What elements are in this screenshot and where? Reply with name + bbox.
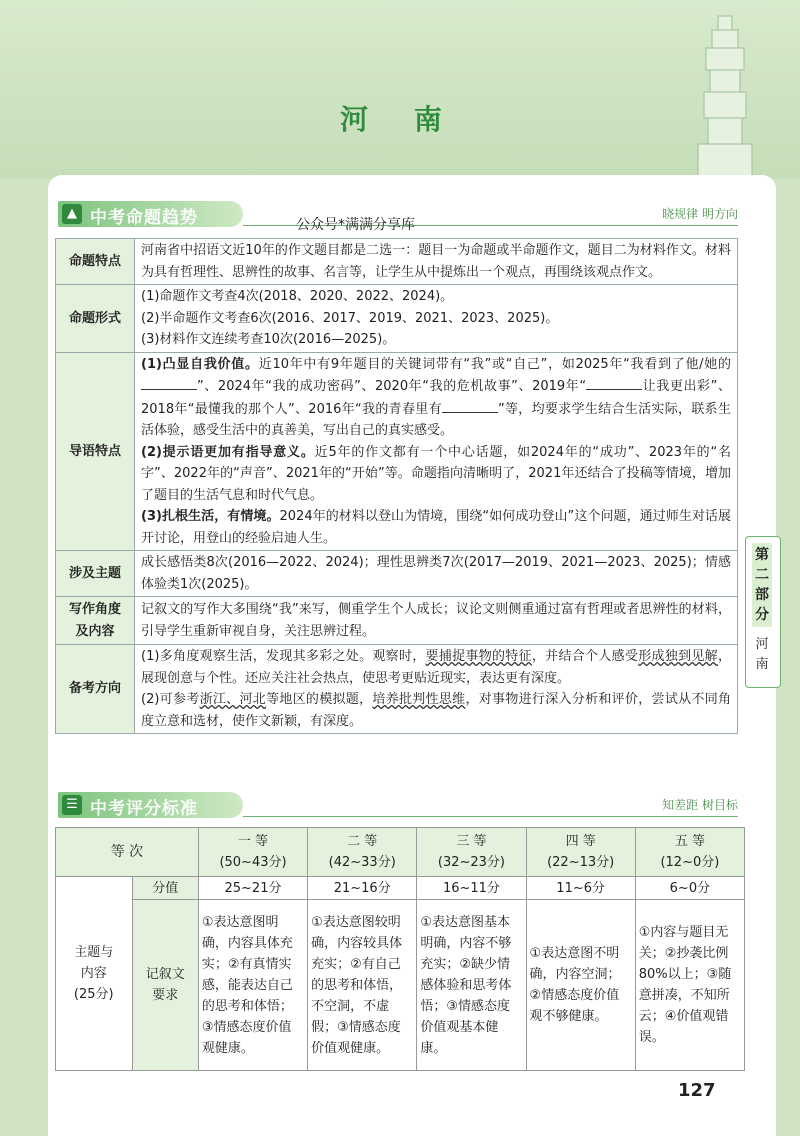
requirement-label bbox=[132, 900, 198, 1071]
requirement-cell: ①表达意图明确，内容具体充实；②有真情实感，能表达自己的思考和体悟；③情感态度价值观健康。 bbox=[198, 900, 307, 1071]
text-span: 让我更出彩”、2018年“最懂我的那个人”、2016年“我的青春里有 bbox=[141, 379, 731, 417]
score-cell: 11~6分 bbox=[526, 877, 635, 900]
text-span: (1)多角度观察生活，发现其多彩之处。观察时， bbox=[141, 649, 426, 664]
text-span: 等地区的模拟题， bbox=[266, 692, 373, 707]
table-row bbox=[56, 352, 738, 551]
row-content bbox=[135, 285, 738, 353]
row-content bbox=[135, 645, 738, 734]
section-slogan: 晓规律 明方向 bbox=[662, 207, 738, 221]
text-span: ”等，均要求学生结合生活实际，联系生活体验，感受生活中的真善美，写出自己的真实感受。 bbox=[141, 401, 731, 438]
text-span: ，对事物进行深入分析和评价，尝试从不同角度立意和选材，使作文新颖，有深度。 bbox=[141, 692, 731, 729]
table-row bbox=[56, 597, 738, 645]
grade-cell bbox=[635, 828, 744, 877]
text-line: (1)命题作文考查4次(2018、2020、2022、2024)。 bbox=[141, 289, 454, 304]
row-label: 命题形式 bbox=[56, 285, 135, 353]
label-part: 及内容 bbox=[75, 623, 115, 639]
divider bbox=[243, 816, 738, 817]
requirement-cell: ①表达意图不明确，内容空洞；②情感态度价值观不够健康。 bbox=[526, 900, 635, 1071]
row-label bbox=[56, 877, 133, 1071]
row-label: 涉及主题 bbox=[56, 551, 135, 597]
blank-line bbox=[442, 398, 498, 413]
requirement-cell: ①内容与题目无关；②抄袭比例80%以上；③随意拼凑，不知所云；④价值观错误。 bbox=[635, 900, 744, 1071]
label-part: 要求 bbox=[152, 988, 179, 1003]
trend-table bbox=[55, 238, 738, 734]
requirement-cell: ①表达意图较明确，内容较具体充实；②有自己的思考和体悟，不空洞，不虚假；③情感态度价值观健康。 bbox=[308, 900, 417, 1071]
text-line: (3)材料作文连续考查10次(2016—2025)。 bbox=[141, 332, 396, 347]
text-span: 2024年的材料以登山为情境，围绕“如何成功登山”这个问题，通过师生对话展开讨论，用登山的经验启迪人生。 bbox=[141, 509, 731, 546]
row-content: 记叙文的写作大多围绕“我”来写，侧重学生个人成长；议论文则侧重通过富有哲理或者思辨性的材料，引导学生重新审视自身，关注思辨过程。 bbox=[135, 597, 738, 645]
score-cell: 21~16分 bbox=[308, 877, 417, 900]
text-line: (2)半命题作文考查6次(2016、2017、2019、2021、2023、2025)。 bbox=[141, 310, 559, 326]
grade-range: (22~13分) bbox=[547, 855, 615, 870]
section-header-grading bbox=[58, 792, 738, 818]
bold-lead: (3)扎根生活，有情境。 bbox=[141, 509, 280, 524]
grade-cell bbox=[526, 828, 635, 877]
row-label: 命题特点 bbox=[56, 239, 135, 285]
label-part: 记叙文 bbox=[145, 967, 185, 982]
paragraph bbox=[141, 506, 731, 549]
requirement-cell: ①表达意图基本明确，内容不够充实；②缺少情感体验和思考体悟；③情感态度价值观基本健康。 bbox=[417, 900, 526, 1071]
section-title: 中考命题趋势 bbox=[90, 208, 198, 228]
paragraph bbox=[141, 442, 731, 507]
text-span: 近5年的作文都有一个中心话题，如2024年的“成功”、2023年的“名字”、2022年的“声音”、2021年的“开始”等。命题指向清晰明了，2021年还结合了投稿等情境，增加了题目的生活气息和时代气息。 bbox=[141, 444, 731, 503]
side-tab bbox=[745, 536, 781, 688]
blank-line bbox=[141, 375, 197, 390]
row-content bbox=[135, 352, 738, 551]
score-cell: 16~11分 bbox=[417, 877, 526, 900]
form-icon: ☰ bbox=[62, 795, 82, 815]
paragraph bbox=[141, 354, 731, 442]
text-span: 近10年中有9年题目的关键词带有“我”或“自己”，如2025年“我看到了他/她的 bbox=[258, 356, 731, 372]
bold-lead: (2)提示语更加有指导意义。 bbox=[141, 444, 315, 460]
text-span: ”、2024年“我的成功密码”、2020年“我的危机故事”、2019年“ bbox=[197, 379, 587, 394]
row-content: 河南省中招语文近10年的作文题目都是二选一：题目一为命题或半命题作文，题目二为材料作文。材料为具有哲理性、思辨性的故事、名言等，让学生从中提炼出一个观点，再围绕该观点作文。 bbox=[135, 239, 738, 285]
score-label: 分值 bbox=[132, 877, 198, 900]
region-label: 河南 bbox=[755, 637, 769, 672]
text-span: ，并结合个人感受 bbox=[531, 649, 639, 664]
table-row bbox=[56, 239, 738, 285]
grade-range: (50~43分) bbox=[219, 855, 287, 870]
page-title: 河 南 bbox=[340, 103, 460, 136]
part-label: 第二部分 bbox=[752, 543, 772, 627]
wavy-underline-text: 要捕捉事物的特征 bbox=[425, 649, 532, 664]
table-row bbox=[56, 900, 745, 1071]
wavy-underline-text: 浙江、河北 bbox=[199, 692, 267, 707]
paragraph bbox=[141, 646, 731, 689]
header-band bbox=[0, 0, 800, 178]
grade-name: 五 等 bbox=[674, 834, 705, 849]
section-slogan: 知差距 树目标 bbox=[662, 798, 738, 812]
grade-cell bbox=[417, 828, 526, 877]
wavy-underline-text: 形成独到见解 bbox=[638, 649, 718, 664]
grading-table bbox=[55, 827, 745, 1071]
watermark: 公众号*满满分享库 bbox=[296, 217, 415, 233]
grade-header: 等 次 bbox=[56, 828, 199, 877]
row-label bbox=[56, 597, 135, 645]
page-number: 127 bbox=[678, 1080, 716, 1101]
grade-range: (12~0分) bbox=[660, 855, 720, 870]
row-label: 导语特点 bbox=[56, 352, 135, 551]
grade-name: 一 等 bbox=[237, 834, 269, 849]
grade-name: 二 等 bbox=[347, 834, 378, 849]
bold-lead: (1)凸显自我价值。 bbox=[141, 356, 259, 372]
tower-illustration bbox=[690, 10, 760, 178]
score-cell: 25~21分 bbox=[198, 877, 307, 900]
text-span: (2)可参考 bbox=[141, 692, 200, 707]
table-row bbox=[56, 645, 738, 734]
label-part: 主题与 bbox=[74, 945, 114, 960]
label-part: 写作角度 bbox=[68, 602, 121, 617]
grade-cell bbox=[198, 828, 307, 877]
row-content: 成长感悟类8次(2016—2022、2024)；理性思辨类7次(2017—2019、2021—2023、2025)；情感体验类1次(2025)。 bbox=[135, 551, 738, 597]
table-row bbox=[56, 877, 745, 900]
grade-name: 四 等 bbox=[565, 834, 596, 849]
table-row bbox=[56, 828, 745, 877]
grade-name: 三 等 bbox=[456, 834, 487, 849]
grade-range: (32~23分) bbox=[437, 855, 505, 870]
table-row bbox=[56, 551, 738, 597]
table-row bbox=[56, 285, 738, 353]
section-title: 中考评分标准 bbox=[90, 799, 198, 819]
text-span: ，展现创意与个性。还应关注社会热点，使思考更贴近现实，表达更有深度。 bbox=[141, 649, 731, 686]
blank-line bbox=[586, 375, 642, 390]
label-part: (25分) bbox=[73, 987, 114, 1002]
label-part: 内容 bbox=[80, 966, 107, 981]
grade-cell bbox=[308, 828, 417, 877]
wavy-underline-text: 培养批判性思维 bbox=[372, 692, 466, 707]
row-label: 备考方向 bbox=[56, 645, 135, 734]
grade-range: (42~33分) bbox=[328, 855, 396, 870]
paragraph bbox=[141, 689, 731, 732]
chart-icon: ▲ bbox=[62, 204, 82, 224]
score-cell: 6~0分 bbox=[635, 877, 744, 900]
